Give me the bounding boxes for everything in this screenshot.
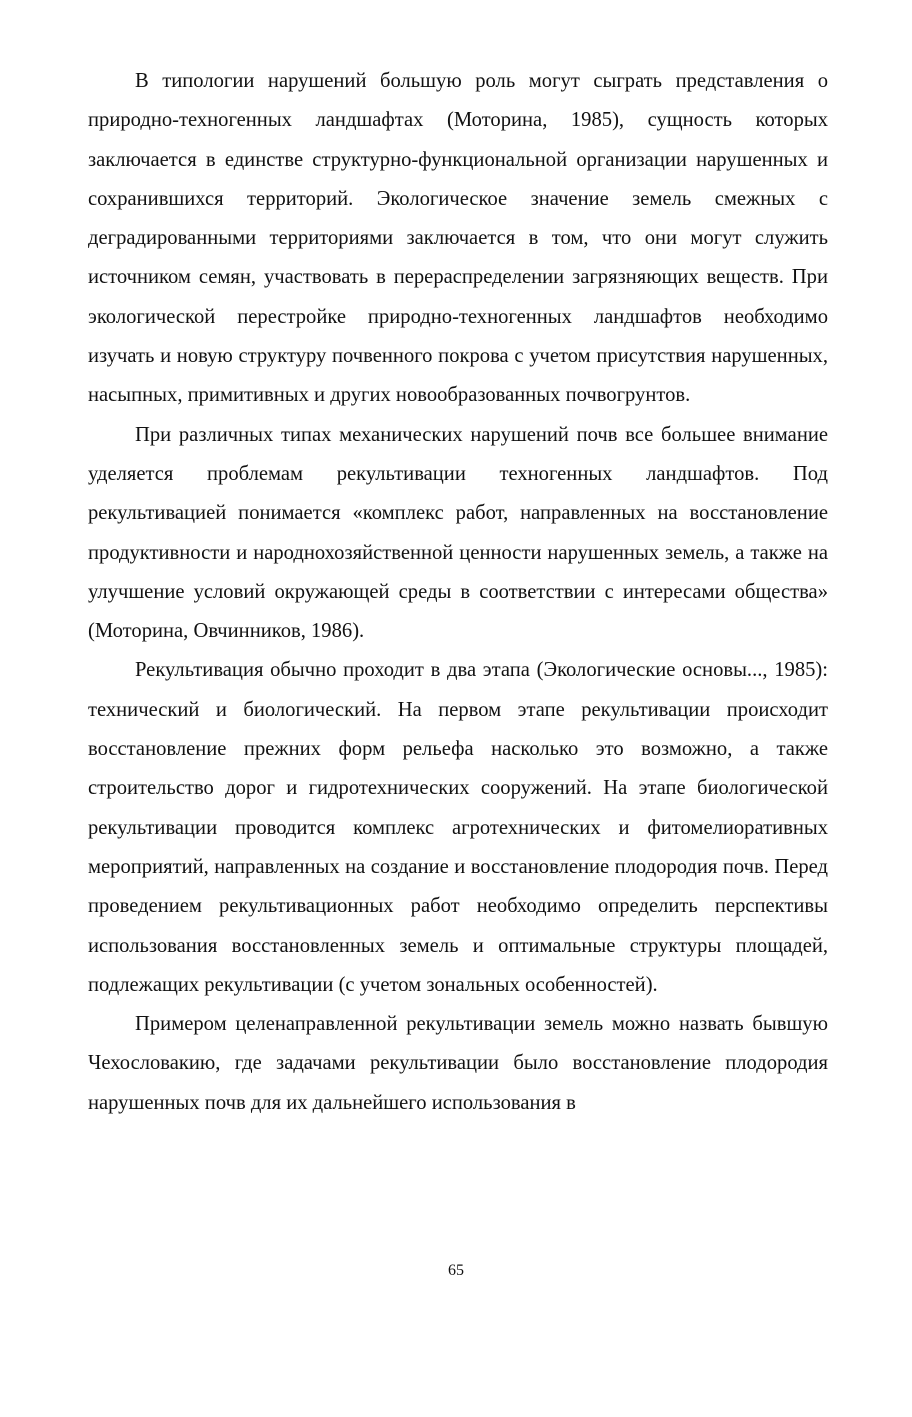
page-number: 65 [448, 1262, 464, 1279]
paragraph-recultivation-definition: При различных типах механических нарушений почв все большее внимание уделяется проблемам рекультивации техногенных ландшафтов. Под рекультивацией понимается «комплекс работ, направленных на восстановление продуктивности и народнохозяйственной ценности нарушенных земель, а также на улучшение условий окружающей среды в соответствии с интересами общества» (Моторина, Овчинников, 1986). [88, 423, 828, 643]
paragraph-czechoslovakia-example: Примером целенаправленной рекультивации земель можно назвать бывшую Чехословакию, где задачами рекультивации было восстановление плодородия нарушенных почв для их дальнейшего использования в [88, 1013, 828, 1114]
paragraph-recultivation-stages: Рекультивация обычно проходит в два этапа (Экологические основы..., 1985): технический и биологический. На первом этапе рекультивации происходит восстановление прежних форм рельефа насколько это возможно, а также строительство дорог и гидротехнических сооружений. На этапе биологической рекультивации проводится комплекс агротехнических и фитомелиоративных мероприятий, направленных на создание и восстановление плодородия почв. Перед проведением рекультивационных работ необходимо определить перспективы использования восстановленных земель и оптимальные структуры площадей, подлежащих рекультивации (с учетом зональных особенностей). [88, 659, 828, 996]
paragraph-typology: В типологии нарушений большую роль могут сыграть представления о природно-техногенных ландшафтах (Моторина, 1985), сущность которых заключается в единстве структурно-функциональной организации нарушенных и сохранившихся территорий. Экологическое значение земель смежных с деградированными территориями заключается в том, что они могут служить источником семян, участвовать в перераспределении загрязняющих веществ. При экологической перестройке природно-техногенных ландшафтов необходимо изучать и новую структуру почвенного покрова с учетом присутствия нарушенных, насыпных, примитивных и других новообразованных почвогрунтов. [88, 70, 828, 407]
body-text [88, 62, 828, 1123]
